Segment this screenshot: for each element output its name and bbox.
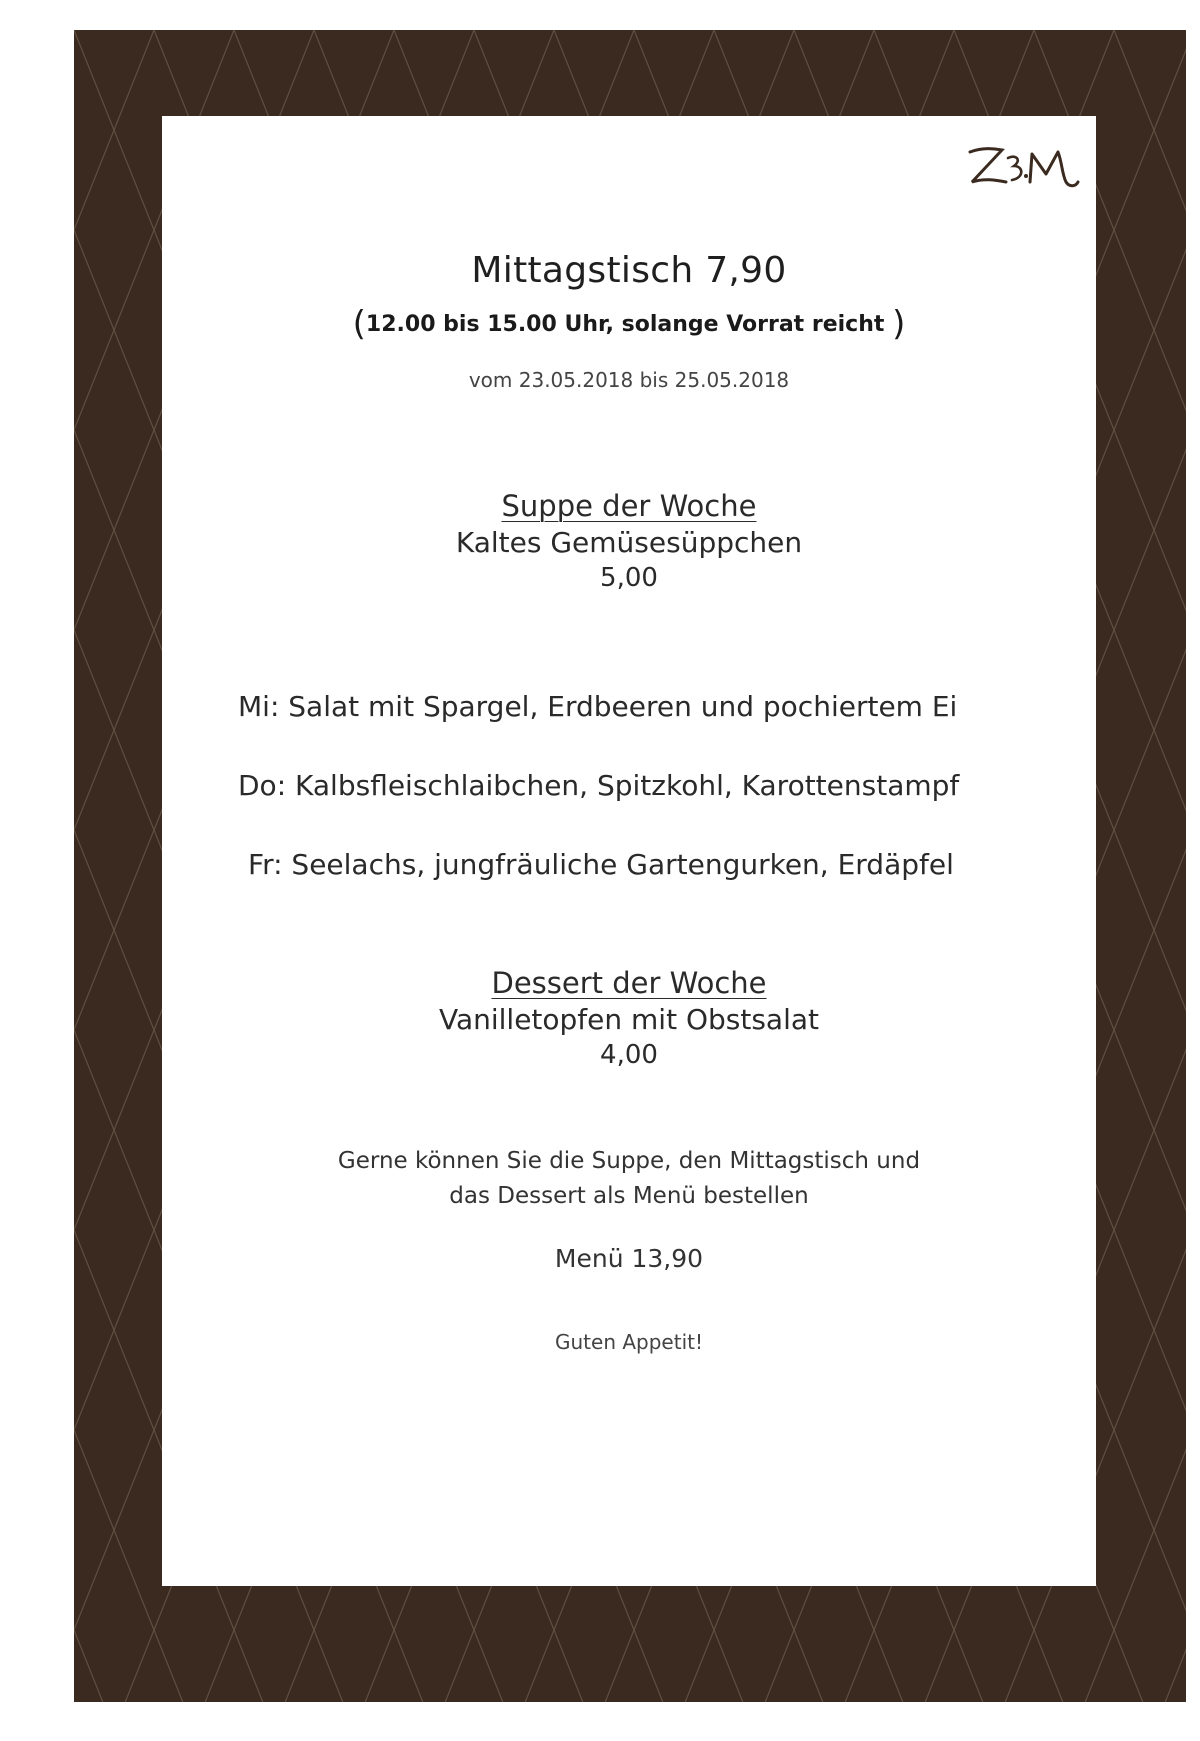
- z3m-logo: [962, 138, 1082, 198]
- day-item-do: Do: Kalbsfleischlaibchen, Spitzkohl, Karottenstampf: [238, 769, 960, 802]
- serving-hours: [162, 304, 1096, 344]
- closing-greeting: Guten Appetit!: [555, 1330, 703, 1354]
- dessert-price: 4,00: [600, 1040, 658, 1070]
- soup-heading: Suppe der Woche: [501, 489, 757, 523]
- menu-note-line-1: Gerne können Sie die Suppe, den Mittagstisch und: [337, 1148, 921, 1174]
- menu-note-line-2: das Dessert als Menü bestellen: [449, 1183, 809, 1209]
- menu-price: Menü 13,90: [554, 1244, 704, 1273]
- serving-hours-text: 12.00 bis 15.00 Uhr, solange Vorrat reicht: [365, 312, 885, 337]
- page-title: Mittagstisch 7,90: [471, 250, 787, 291]
- menu-card: [162, 116, 1096, 1586]
- close-paren: ): [892, 304, 906, 344]
- dessert-item: Vanilletopfen mit Obstsalat: [438, 1003, 820, 1036]
- dessert-heading: Dessert der Woche: [491, 966, 767, 1000]
- open-paren: (: [352, 304, 366, 344]
- soup-item: Kaltes Gemüsesüppchen: [455, 526, 803, 559]
- validity-dates: vom 23.05.2018 bis 25.05.2018: [468, 368, 790, 392]
- day-item-fr: Fr: Seelachs, jungfräuliche Gartengurken, Erdäpfel: [248, 848, 954, 881]
- soup-price: 5,00: [600, 563, 658, 593]
- day-item-mi: Mi: Salat mit Spargel, Erdbeeren und pochiertem Ei: [238, 690, 958, 723]
